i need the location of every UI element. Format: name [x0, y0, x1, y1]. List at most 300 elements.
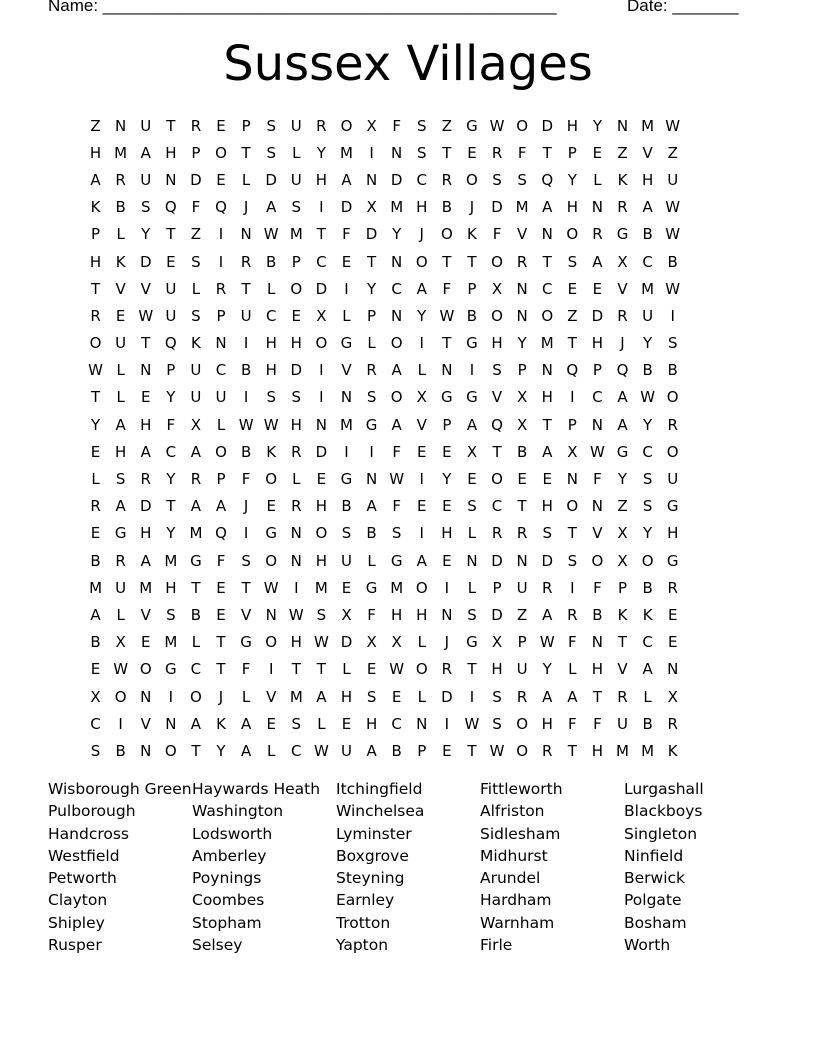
word-item: Poynings: [192, 869, 262, 888]
grid-letter: Q: [164, 198, 177, 217]
grid-letter: X: [90, 687, 101, 706]
grid-letter: E: [442, 741, 452, 760]
grid-letter: E: [166, 252, 176, 271]
grid-letter: S: [667, 334, 678, 353]
grid-letter: W: [665, 198, 681, 217]
grid-letter: P: [567, 415, 577, 434]
grid-letter: W: [539, 633, 555, 652]
grid-letter: H: [541, 388, 553, 407]
grid-letter: T: [166, 225, 176, 244]
grid-letter: M: [390, 578, 404, 597]
grid-letter: I: [168, 687, 174, 706]
word-item: Ninfield: [624, 846, 684, 865]
grid-letter: O: [666, 388, 679, 407]
grid-letter: O: [290, 279, 303, 298]
grid-letter: K: [667, 741, 678, 760]
word-item: Shipley: [48, 913, 105, 932]
grid-row: [83, 384, 736, 411]
grid-letter: F: [367, 605, 376, 624]
grid-letter: K: [90, 198, 101, 217]
grid-letter: P: [367, 306, 377, 325]
grid-letter: L: [267, 279, 276, 298]
grid-letter: A: [90, 605, 101, 624]
grid-row: [83, 465, 736, 492]
grid-letter: R: [516, 687, 528, 706]
grid-letter: D: [190, 170, 202, 189]
grid-letter: B: [391, 741, 402, 760]
grid-letter: L: [116, 388, 125, 407]
grid-letter: T: [592, 687, 602, 706]
grid-letter: N: [391, 306, 403, 325]
grid-letter: Z: [667, 143, 678, 162]
grid-letter: I: [419, 470, 424, 489]
grid-letter: U: [165, 279, 177, 298]
word-column: [48, 778, 192, 956]
grid-letter: E: [467, 143, 477, 162]
word-item: Westfield: [48, 846, 120, 865]
grid-letter: D: [541, 116, 554, 135]
grid-letter: N: [391, 252, 403, 271]
grid-letter: M: [641, 279, 655, 298]
grid-letter: S: [467, 497, 477, 516]
grid-letter: N: [365, 170, 378, 189]
grid-letter: E: [417, 497, 427, 516]
grid-letter: I: [344, 442, 349, 461]
grid-letter: P: [592, 361, 602, 380]
grid-letter: N: [667, 660, 679, 679]
grid-letter: V: [592, 524, 603, 543]
grid-letter: E: [90, 660, 101, 679]
grid-letter: L: [241, 687, 251, 706]
grid-letter: O: [315, 334, 328, 353]
grid-letter: Z: [567, 306, 578, 325]
grid-letter: T: [166, 116, 176, 135]
grid-letter: B: [90, 551, 101, 570]
grid-letter: S: [191, 252, 201, 271]
grid-letter: G: [190, 551, 202, 570]
grid-letter: H: [89, 143, 102, 162]
grid-letter: H: [140, 415, 152, 434]
grid-letter: U: [667, 170, 679, 189]
grid-letter: I: [570, 578, 575, 597]
grid-letter: R: [441, 660, 453, 679]
grid-letter: O: [541, 306, 554, 325]
grid-letter: S: [191, 306, 201, 325]
grid-letter: B: [642, 714, 653, 733]
grid-letter: T: [542, 252, 552, 271]
grid-letter: A: [190, 442, 202, 461]
grid-letter: W: [389, 660, 405, 679]
grid-letter: S: [291, 198, 302, 217]
word-item: Lurgashall: [624, 780, 704, 798]
grid-letter: Q: [215, 198, 227, 217]
grid-letter: X: [517, 388, 528, 407]
word-item: Midhurst: [480, 846, 548, 865]
grid-letter: B: [642, 361, 653, 380]
grid-letter: R: [617, 687, 628, 706]
grid-letter: X: [466, 442, 478, 461]
grid-letter: U: [140, 170, 152, 189]
grid-letter: Q: [491, 415, 503, 434]
grid-letter: M: [390, 198, 404, 217]
grid-letter: L: [216, 415, 226, 434]
grid-letter: K: [467, 225, 477, 244]
grid-letter: N: [165, 170, 177, 189]
grid-letter: A: [240, 741, 252, 760]
grid-letter: Y: [517, 334, 527, 353]
grid-letter: L: [568, 660, 577, 679]
grid-letter: V: [266, 687, 277, 706]
page-title: Sussex Villages: [223, 36, 593, 92]
grid-letter: N: [441, 361, 453, 380]
grid-letter: R: [140, 470, 151, 489]
grid-letter: E: [216, 170, 226, 189]
grid-row: [83, 737, 736, 764]
grid-letter: V: [140, 605, 151, 624]
grid-letter: F: [593, 470, 602, 489]
grid-row: [83, 330, 736, 357]
word-item: Sidlesham: [480, 824, 561, 843]
grid-letter: G: [340, 470, 353, 489]
grid-letter: L: [191, 279, 201, 298]
word-item: Fittleworth: [480, 780, 563, 798]
grid-letter: N: [140, 361, 152, 380]
grid-letter: V: [617, 279, 628, 298]
grid-letter: A: [391, 361, 402, 380]
grid-letter: Y: [617, 470, 628, 489]
grid-letter: X: [617, 551, 628, 570]
grid-letter: L: [191, 633, 201, 652]
grid-letter: C: [90, 714, 101, 733]
grid-letter: O: [215, 143, 227, 162]
grid-letter: E: [667, 633, 678, 652]
grid-letter: P: [617, 578, 628, 597]
grid-letter: K: [617, 170, 628, 189]
word-item: Washington: [192, 802, 284, 821]
grid-letter: Y: [316, 143, 326, 162]
grid-letter: N: [566, 470, 578, 489]
grid-row: [83, 275, 736, 302]
grid-letter: L: [367, 551, 376, 570]
grid-letter: A: [391, 415, 402, 434]
grid-letter: U: [115, 334, 127, 353]
grid-letter: B: [341, 497, 352, 516]
grid-letter: O: [440, 225, 453, 244]
word-item: Amberley: [192, 846, 267, 865]
word-item: Yapton: [336, 936, 389, 955]
grid-letter: A: [592, 252, 603, 271]
grid-letter: I: [294, 578, 299, 597]
grid-letter: H: [491, 660, 503, 679]
word-item: Steyning: [336, 869, 405, 888]
grid-letter: E: [391, 687, 402, 706]
grid-letter: E: [341, 578, 352, 597]
grid-letter: N: [591, 198, 604, 217]
grid-letter: X: [617, 524, 628, 543]
grid-letter: S: [542, 524, 552, 543]
grid-letter: B: [115, 741, 126, 760]
grid-letter: H: [667, 524, 679, 543]
grid-letter: E: [266, 497, 276, 516]
grid-letter: S: [291, 714, 302, 733]
grid-letter: T: [467, 660, 477, 679]
grid-letter: J: [243, 198, 249, 217]
grid-letter: I: [243, 334, 249, 353]
grid-letter: C: [491, 497, 503, 516]
grid-letter: A: [366, 741, 377, 760]
word-item: Pulborough: [48, 802, 136, 821]
grid-letter: R: [291, 442, 302, 461]
grid-letter: T: [492, 442, 502, 461]
grid-letter: E: [592, 279, 603, 298]
grid-letter: U: [516, 660, 528, 679]
grid-letter: M: [641, 741, 655, 760]
grid-letter: A: [466, 415, 478, 434]
grid-letter: Z: [517, 605, 528, 624]
grid-letter: M: [164, 551, 178, 570]
grid-letter: A: [542, 442, 553, 461]
grid-letter: U: [165, 306, 177, 325]
grid-letter: W: [313, 741, 329, 760]
word-column: [624, 778, 768, 956]
grid-letter: A: [542, 605, 553, 624]
grid-letter: A: [416, 279, 427, 298]
grid-letter: S: [266, 143, 276, 162]
grid-letter: R: [667, 415, 678, 434]
grid-letter: S: [417, 116, 427, 135]
grid-letter: T: [542, 415, 552, 434]
grid-letter: H: [491, 334, 503, 353]
grid-letter: W: [439, 306, 455, 325]
grid-letter: X: [667, 687, 678, 706]
grid-letter: I: [218, 225, 224, 244]
grid-letter: W: [489, 741, 505, 760]
grid-letter: M: [114, 143, 128, 162]
grid-letter: V: [341, 361, 352, 380]
grid-letter: A: [90, 170, 101, 189]
grid-letter: A: [542, 198, 553, 217]
grid-letter: A: [567, 687, 578, 706]
grid-letter: O: [591, 551, 604, 570]
grid-letter: H: [165, 143, 177, 162]
grid-letter: A: [140, 551, 151, 570]
grid-row: [83, 438, 736, 465]
name-field-label: Name: ________________________________________________: [48, 0, 557, 15]
word-item: Selsey: [192, 936, 243, 955]
grid-letter: M: [340, 143, 353, 162]
grid-letter: B: [642, 225, 653, 244]
grid-letter: G: [616, 442, 629, 461]
grid-letter: R: [291, 497, 302, 516]
grid-letter: F: [241, 470, 251, 489]
grid-letter: T: [241, 578, 251, 597]
grid-letter: F: [166, 415, 176, 434]
grid-letter: Z: [190, 225, 202, 244]
grid-letter: H: [591, 660, 604, 679]
grid-letter: I: [369, 442, 374, 461]
grid-row: [83, 302, 736, 329]
grid-letter: F: [492, 225, 502, 244]
grid-letter: K: [115, 252, 126, 271]
grid-row: [83, 194, 736, 221]
grid-letter: L: [593, 170, 602, 189]
grid-letter: B: [642, 578, 653, 597]
grid-letter: N: [140, 687, 152, 706]
grid-letter: F: [392, 442, 401, 461]
grid-letter: E: [90, 524, 101, 543]
grid-letter: O: [415, 578, 428, 597]
grid-letter: D: [290, 361, 303, 380]
grid-letter: S: [241, 551, 251, 570]
grid-letter: A: [416, 551, 427, 570]
grid-letter: R: [366, 361, 377, 380]
grid-letter: G: [240, 633, 252, 652]
grid-letter: F: [191, 198, 201, 217]
grid-letter: X: [316, 306, 327, 325]
grid-letter: N: [516, 306, 528, 325]
grid-letter: D: [315, 442, 328, 461]
grid-row: [83, 601, 736, 628]
grid-letter: O: [516, 741, 529, 760]
grid-letter: I: [469, 361, 475, 380]
grid-letter: E: [467, 470, 477, 489]
letter-grid: [83, 112, 736, 765]
grid-letter: R: [542, 578, 553, 597]
grid-letter: Y: [592, 116, 602, 135]
grid-letter: X: [617, 252, 628, 271]
grid-letter: P: [442, 415, 452, 434]
grid-letter: O: [215, 442, 227, 461]
grid-letter: J: [444, 633, 450, 652]
grid-letter: I: [319, 198, 324, 217]
grid-letter: K: [642, 605, 653, 624]
grid-letter: W: [263, 578, 279, 597]
grid-letter: A: [115, 415, 126, 434]
grid-letter: L: [116, 361, 125, 380]
grid-letter: V: [140, 714, 151, 733]
grid-letter: N: [516, 551, 528, 570]
grid-letter: U: [215, 388, 227, 407]
grid-letter: P: [216, 306, 226, 325]
grid-letter: T: [166, 497, 176, 516]
grid-letter: M: [540, 334, 554, 353]
grid-letter: S: [140, 198, 151, 217]
grid-letter: G: [616, 225, 629, 244]
grid-letter: W: [665, 279, 681, 298]
grid-letter: P: [492, 578, 502, 597]
grid-letter: Y: [392, 225, 402, 244]
grid-letter: C: [592, 388, 603, 407]
grid-letter: N: [591, 633, 604, 652]
grid-letter: T: [567, 741, 577, 760]
grid-letter: W: [464, 714, 480, 733]
grid-letter: X: [366, 198, 377, 217]
grid-letter: E: [316, 470, 327, 489]
word-item: Alfriston: [480, 802, 545, 821]
grid-letter: Y: [166, 470, 176, 489]
grid-letter: F: [216, 551, 226, 570]
grid-letter: V: [115, 279, 126, 298]
word-item: Blackboys: [624, 802, 703, 821]
grid-letter: R: [316, 116, 327, 135]
grid-letter: O: [491, 306, 503, 325]
grid-letter: H: [140, 524, 152, 543]
grid-letter: W: [263, 225, 279, 244]
grid-letter: G: [340, 334, 353, 353]
grid-letter: D: [139, 497, 152, 516]
grid-letter: T: [141, 334, 151, 353]
grid-letter: W: [665, 116, 681, 135]
grid-letter: I: [419, 334, 424, 353]
grid-letter: D: [340, 198, 353, 217]
grid-letter: D: [441, 687, 453, 706]
grid-letter: N: [290, 524, 302, 543]
grid-letter: B: [90, 633, 101, 652]
grid-letter: T: [617, 633, 628, 652]
grid-letter: C: [642, 442, 653, 461]
grid-letter: S: [517, 170, 527, 189]
grid-letter: E: [266, 714, 276, 733]
grid-letter: T: [366, 252, 377, 271]
grid-letter: H: [641, 170, 654, 189]
grid-letter: F: [593, 714, 602, 733]
grid-letter: B: [115, 198, 126, 217]
grid-letter: O: [566, 225, 579, 244]
grid-letter: M: [314, 578, 328, 597]
word-item: Bosham: [624, 913, 687, 932]
grid-letter: H: [566, 116, 578, 135]
grid-letter: U: [240, 306, 252, 325]
grid-letter: P: [216, 470, 226, 489]
grid-letter: H: [541, 714, 553, 733]
grid-letter: N: [165, 714, 177, 733]
grid-letter: L: [342, 306, 351, 325]
grid-letter: C: [265, 306, 277, 325]
grid-letter: Y: [141, 225, 151, 244]
grid-letter: F: [342, 225, 351, 244]
grid-letter: U: [115, 578, 127, 597]
grid-row: [83, 139, 736, 166]
grid-letter: G: [466, 388, 478, 407]
grid-letter: B: [466, 306, 478, 325]
grid-letter: N: [265, 605, 277, 624]
grid-letter: I: [218, 252, 224, 271]
grid-letter: Y: [366, 279, 377, 298]
word-item: Lyminster: [336, 824, 412, 843]
grid-letter: E: [542, 470, 552, 489]
grid-letter: N: [516, 279, 528, 298]
grid-letter: X: [115, 633, 126, 652]
word-item: Rusper: [48, 936, 102, 955]
grid-letter: G: [390, 551, 403, 570]
grid-letter: R: [516, 252, 528, 271]
grid-letter: H: [340, 687, 353, 706]
grid-letter: P: [191, 143, 201, 162]
grid-letter: S: [341, 524, 352, 543]
grid-letter: W: [389, 470, 405, 489]
grid-letter: V: [617, 660, 628, 679]
grid-letter: S: [492, 361, 502, 380]
grid-letter: B: [366, 524, 377, 543]
grid-letter: R: [115, 551, 126, 570]
grid-row: [83, 710, 736, 737]
grid-letter: E: [216, 116, 226, 135]
grid-letter: L: [241, 170, 251, 189]
grid-letter: F: [442, 279, 452, 298]
grid-letter: M: [189, 524, 203, 543]
grid-letter: O: [340, 116, 353, 135]
grid-letter: D: [315, 279, 328, 298]
